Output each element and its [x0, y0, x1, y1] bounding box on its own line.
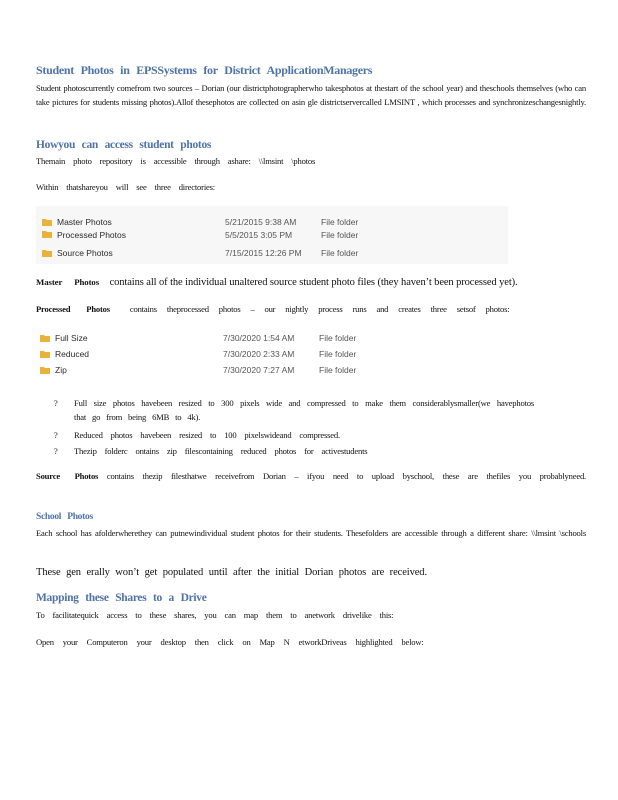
folder-date: 7/30/2020 2:33 AM: [223, 349, 295, 359]
folder-icon: [42, 218, 52, 226]
bullet-text: Full size photos havebeen resized to 300 pixels wide and compressed to make them considerablysmaller(we havephotos that go from being 6MB to 4k).: [74, 398, 534, 422]
populate-paragraph: These gen erally won’t get populated until after the initial Dorian photos are received.: [36, 567, 427, 578]
master-text: contains all of the individual unaltered source student photo files (they haven’t been processed yet).: [109, 277, 518, 288]
main-heading: Student Photos in EPSSystems for District ApplicationManagers: [36, 63, 373, 77]
folder-name: Source Photos: [57, 248, 113, 258]
source-paragraph: [36, 469, 586, 483]
bullet-mark: ?: [54, 398, 58, 408]
directory-listing: [36, 206, 508, 264]
processed-text: contains theprocessed photos – our nightly process runs and creates three setsof photos:: [129, 304, 510, 314]
processed-paragraph: [36, 302, 586, 316]
folder-name: Master Photos: [57, 217, 112, 227]
folder-type: File folder: [319, 349, 357, 359]
bullet-mark: ?: [54, 446, 58, 456]
bullet-reduced: [54, 428, 564, 442]
folder-date: 7/30/2020 7:27 AM: [223, 365, 295, 375]
master-paragraph: [36, 275, 586, 290]
mapping-heading: Mapping these Shares to a Drive: [36, 592, 207, 604]
folder-date: 7/15/2015 12:26 PM: [225, 248, 302, 258]
folder-type: File folder: [321, 230, 359, 240]
folder-type: File folder: [321, 248, 359, 258]
folder-icon: [42, 249, 52, 257]
folder-type: File folder: [319, 333, 357, 343]
folder-row-processed[interactable]: [42, 230, 358, 242]
folder-date: 5/5/2015 3:05 PM: [225, 230, 293, 240]
school-paragraph: Each school has afolderwherethey can putnewindividual student photos for their students. Thesefolders are accessible through a different share: \\lmsint \schools: [36, 528, 586, 538]
folder-name: Full Size: [55, 333, 88, 343]
access-paragraph: Themain photo repository is accessible through ashare: \\lmsint \photos: [36, 156, 316, 166]
bullet-zip: [54, 444, 564, 458]
access-heading: Howyou can access student photos: [36, 139, 212, 151]
source-label: Source Photos: [36, 471, 99, 481]
folder-name: Processed Photos: [57, 230, 126, 240]
master-label: Master Photos: [36, 277, 100, 287]
folder-icon: [40, 334, 50, 342]
folder-row-fullsize[interactable]: [40, 330, 356, 346]
folder-icon: [40, 366, 50, 374]
folder-date: 7/30/2020 1:54 AM: [223, 333, 295, 343]
processed-label: Processed Photos: [36, 304, 110, 314]
open-paragraph: Open your Computeron your desktop then click on Map N etworkDriveas highlighted below:: [36, 637, 424, 647]
bullet-fullsize: [54, 396, 564, 424]
folder-row-reduced[interactable]: [40, 346, 356, 362]
folder-row-zip[interactable]: [40, 362, 356, 378]
source-text: contains thezip filesthatwe receivefrom Dorian – ifyou need to upload byschool, these are thefiles you probablyneed.: [106, 471, 587, 481]
folder-type: File folder: [319, 365, 357, 375]
intro-paragraph: Student photoscurrently comefrom two sources – Dorian (our districtphotographerwho takesphotos at thestart of the school year) and theschools themselves (who can take pictures for students missing photos).Allof thesephotos are collected on asin gle districtservercalled LMSINT , which processes and synchronizeschangesnightly.: [36, 83, 586, 107]
bullet-text: Reduced photos havebeen resized to 100 pixelswideand compressed.: [74, 430, 340, 440]
folder-icon: [42, 230, 52, 238]
folder-row-master[interactable]: [42, 214, 358, 230]
folder-row-source[interactable]: [42, 245, 358, 261]
school-heading: School Photos: [36, 512, 93, 522]
bullet-mark: ?: [54, 430, 58, 440]
folder-name: Zip: [55, 365, 67, 375]
mapping-paragraph: To facilitatequick access to these shares, you can map them to anetwork drivelike this:: [36, 610, 394, 620]
folder-date: 5/21/2015 9:38 AM: [225, 217, 297, 227]
folder-name: Reduced: [55, 349, 90, 359]
processed-listing: [36, 330, 508, 380]
within-paragraph: Within thatshareyou will see three directories:: [36, 182, 215, 192]
folder-icon: [40, 350, 50, 358]
bullet-text: Thezip folderc ontains zip filescontaining reduced photos for activestudents: [74, 446, 368, 456]
folder-type: File folder: [321, 217, 359, 227]
